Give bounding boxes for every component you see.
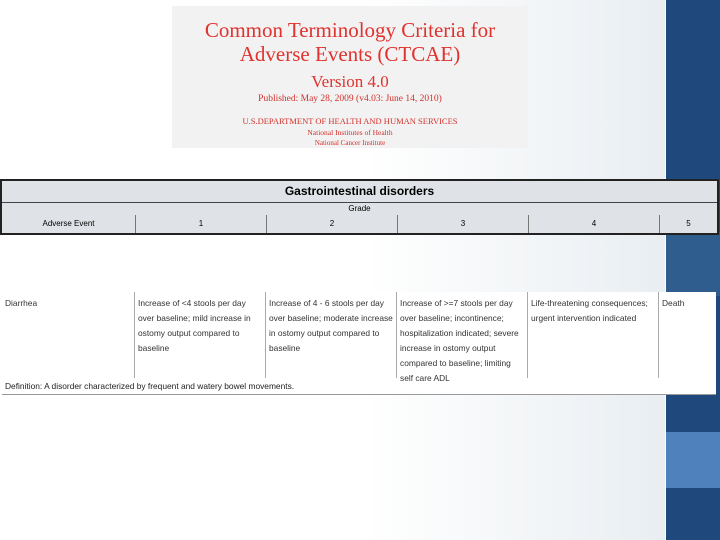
grade-2-cell: Increase of 4 - 6 stools per day over baseline; moderate increase in ostomy output compared to baseline — [266, 292, 397, 378]
grade-table-header — [0, 179, 719, 235]
column-header-grade-1: 1 — [136, 215, 267, 233]
definition-text: Definition: A disorder characterized by frequent and watery bowel movements. — [5, 381, 295, 391]
nci-name: National Cancer Institute — [314, 139, 386, 147]
side-accent-segment — [666, 488, 720, 540]
title-line-2: Adverse Events (CTCAE) — [239, 42, 461, 66]
column-header-grade-3: 3 — [398, 215, 529, 233]
nih-name: National Institutes of Health — [307, 128, 393, 137]
adverse-event-cell: Diarrhea — [2, 292, 135, 378]
ctcae-title-card — [172, 6, 528, 148]
column-header-grade-5: 5 — [686, 219, 691, 228]
side-accent-bar — [666, 0, 720, 540]
title-line-1: Common Terminology Criteria for — [204, 18, 496, 42]
column-header-adverse-event: Adverse Event — [2, 215, 136, 233]
grade-1-cell: Increase of <4 stools per day over baseline; mild increase in ostomy output compared to baseline — [135, 292, 266, 378]
column-header-grade-2: 2 — [267, 215, 398, 233]
grade-4-cell: Life-threatening consequences; urgent intervention indicated — [528, 292, 659, 378]
version-label: Version 4.0 — [311, 72, 389, 91]
diarrhea-grade-table — [2, 292, 716, 395]
department-name: U.S.DEPARTMENT OF HEALTH AND HUMAN SERVICES — [242, 116, 458, 126]
side-accent-segment — [666, 232, 720, 296]
grade-3-cell: Increase of >=7 stools per day over baseline; incontinence; hospitalization indicated; severe increase in ostomy output compared to baseline; limiting self care ADL — [397, 292, 528, 378]
side-accent-segment — [666, 432, 720, 488]
column-header-row — [2, 215, 717, 233]
grade-5-cell: Death — [662, 298, 685, 308]
grade-label: Grade — [348, 204, 371, 213]
published-date: Published: May 28, 2009 (v4.03: June 14, 2010) — [258, 94, 442, 104]
section-title: Gastrointestinal disorders — [2, 181, 717, 203]
column-header-grade-4: 4 — [529, 215, 660, 233]
